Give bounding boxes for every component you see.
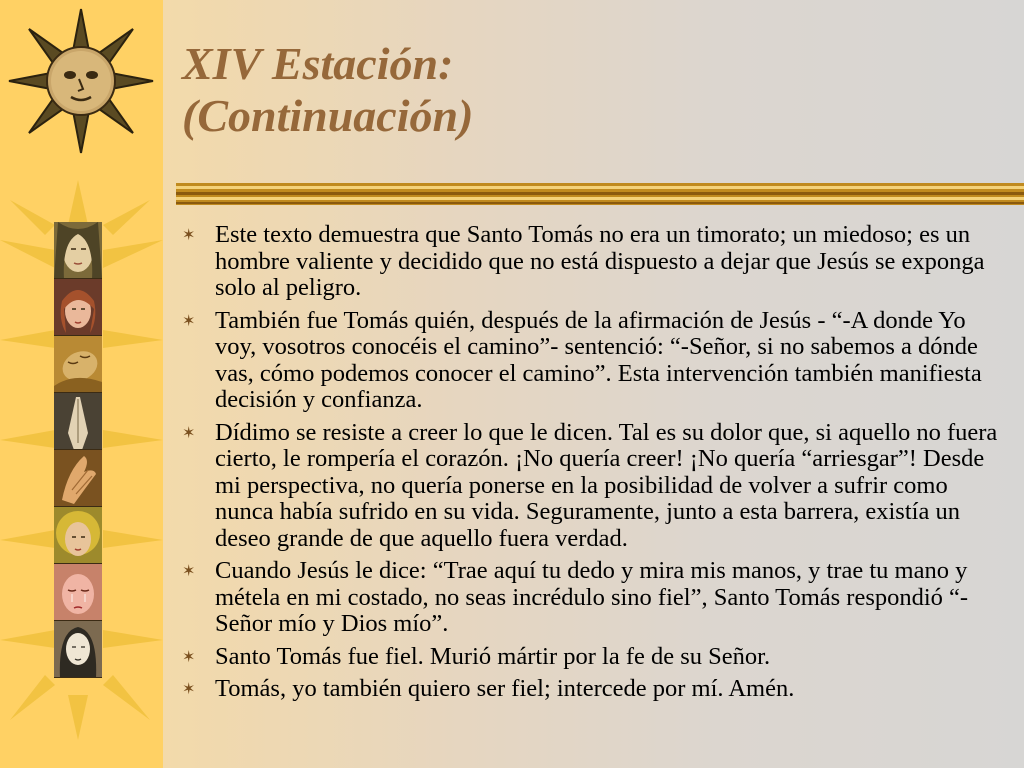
sleeping-face-icon [54,336,102,393]
title-line-1: XIV Estación: [182,38,454,89]
slide-title [182,38,982,142]
madonna-face-icon [54,222,102,279]
bullet-item: ✶ Dídimo se resiste a creer lo que le dicen. Tal es su dolor que, si aquello no fuera cierto, le rompería el corazón. ¡No quería creer! ¡No quería “arriesgar”! Desde mi perspectiva, no quería ponerse en la posibilidad de volver a sufrir como nunca había sufrido en su vida. Seguramente, junto a esta barrera, existía un deseo grande de que aquello fuera verdad. [180,420,1012,553]
praying-hands-icon [54,393,102,450]
weeping-face-icon [54,564,102,621]
title-divider [176,183,1024,205]
bullet-item: ✶ Cuando Jesús le dice: “Trae aquí tu dedo y mira mis manos, y trae tu mano y métela en mi costado, no seas incrédulo sino fiel”, Santo Tomás respondió “-Señor mío y Dios mío”. [180,558,1012,638]
icon-tile-column [54,222,102,678]
bullet-item: ✶ Este texto demuestra que Santo Tomás no era un timorato; un miedoso; es un hombre valiente y decidido que no está dispuesto a dejar que Jesús se exponga solo al peligro. [180,222,1012,302]
bullet-item: ✶ También fue Tomás quién, después de la afirmación de Jesús - “-A donde Yo voy, vosotros conocéis el camino”- sentenció: “-Señor, si no sabemos a dónde vas, cómo podemos conocer el camino”. Esta intervención también manifiesta decisión y confianza. [180,308,1012,414]
bullet-list [180,222,1012,709]
praying-hands-icon [54,450,102,507]
decorative-sidebar [0,0,163,768]
bullet-item: ✶ Tomás, yo también quiero ser fiel; intercede por mí. Amén. [180,676,1012,703]
sun-face-icon [6,6,156,156]
saint-face-icon [54,507,102,564]
bullet-item: ✶ Santo Tomás fue fiel. Murió mártir por la fe de su Señor. [180,644,1012,671]
madonna-sketch-icon [54,621,102,678]
title-line-2: (Continuación) [182,90,474,141]
angel-face-icon [54,279,102,336]
